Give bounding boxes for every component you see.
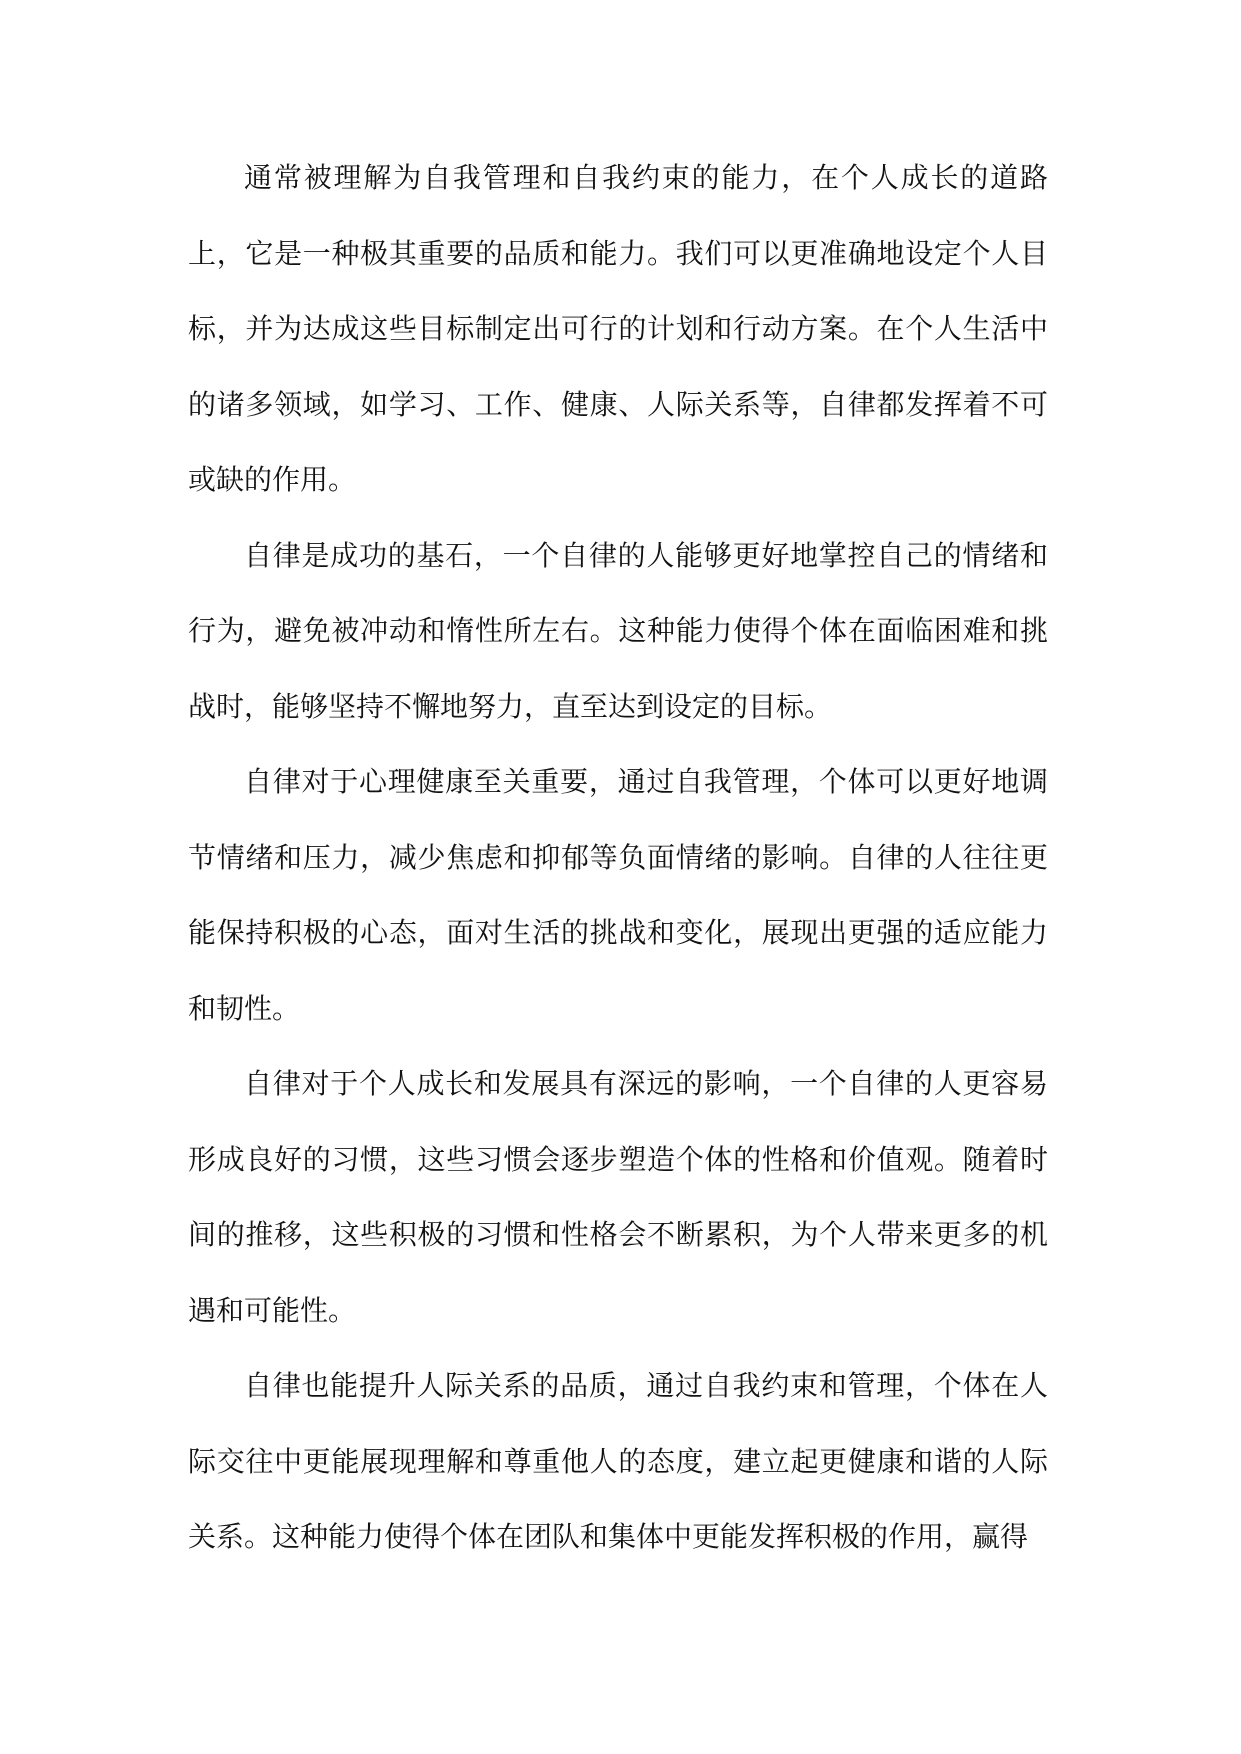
- paragraph-4: 自律对于个人成长和发展具有深远的影响，一个自律的人更容易形成良好的习惯，这些习惯会逐步塑造个体的性格和价值观。随着时间的推移，这些积极的习惯和性格会不断累积，为个人带来更多的机遇和可能性。: [188, 1067, 1048, 1327]
- paragraph-2: 自律是成功的基石，一个自律的人能够更好地掌控自己的情绪和行为，避免被冲动和惰性所左右。这种能力使得个体在面临困难和挑战时，能够坚持不懈地努力，直至达到设定的目标。: [188, 538, 1048, 723]
- body-text: [188, 140, 1048, 1575]
- paragraph-3: 自律对于心理健康至关重要，通过自我管理，个体可以更好地调节情绪和压力，减少焦虑和抑郁等负面情绪的影响。自律的人往往更能保持积极的心态，面对生活的挑战和变化，展现出更强的适应能力和韧性。: [188, 765, 1048, 1025]
- paragraph-5: 自律也能提升人际关系的品质，通过自我约束和管理，个体在人际交往中更能展现理解和尊重他人的态度，建立起更健康和谐的人际关系。这种能力使得个体在团队和集体中更能发挥积极的作用，赢得: [188, 1369, 1048, 1553]
- paragraph-1: 通常被理解为自我管理和自我约束的能力，在个人成长的道路上，它是一种极其重要的品质和能力。我们可以更准确地设定个人目标，并为达成这些目标制定出可行的计划和行动方案。在个人生活中的诸多领域，如学习、工作、健康、人际关系等，自律都发挥着不可或缺的作用。: [188, 161, 1048, 496]
